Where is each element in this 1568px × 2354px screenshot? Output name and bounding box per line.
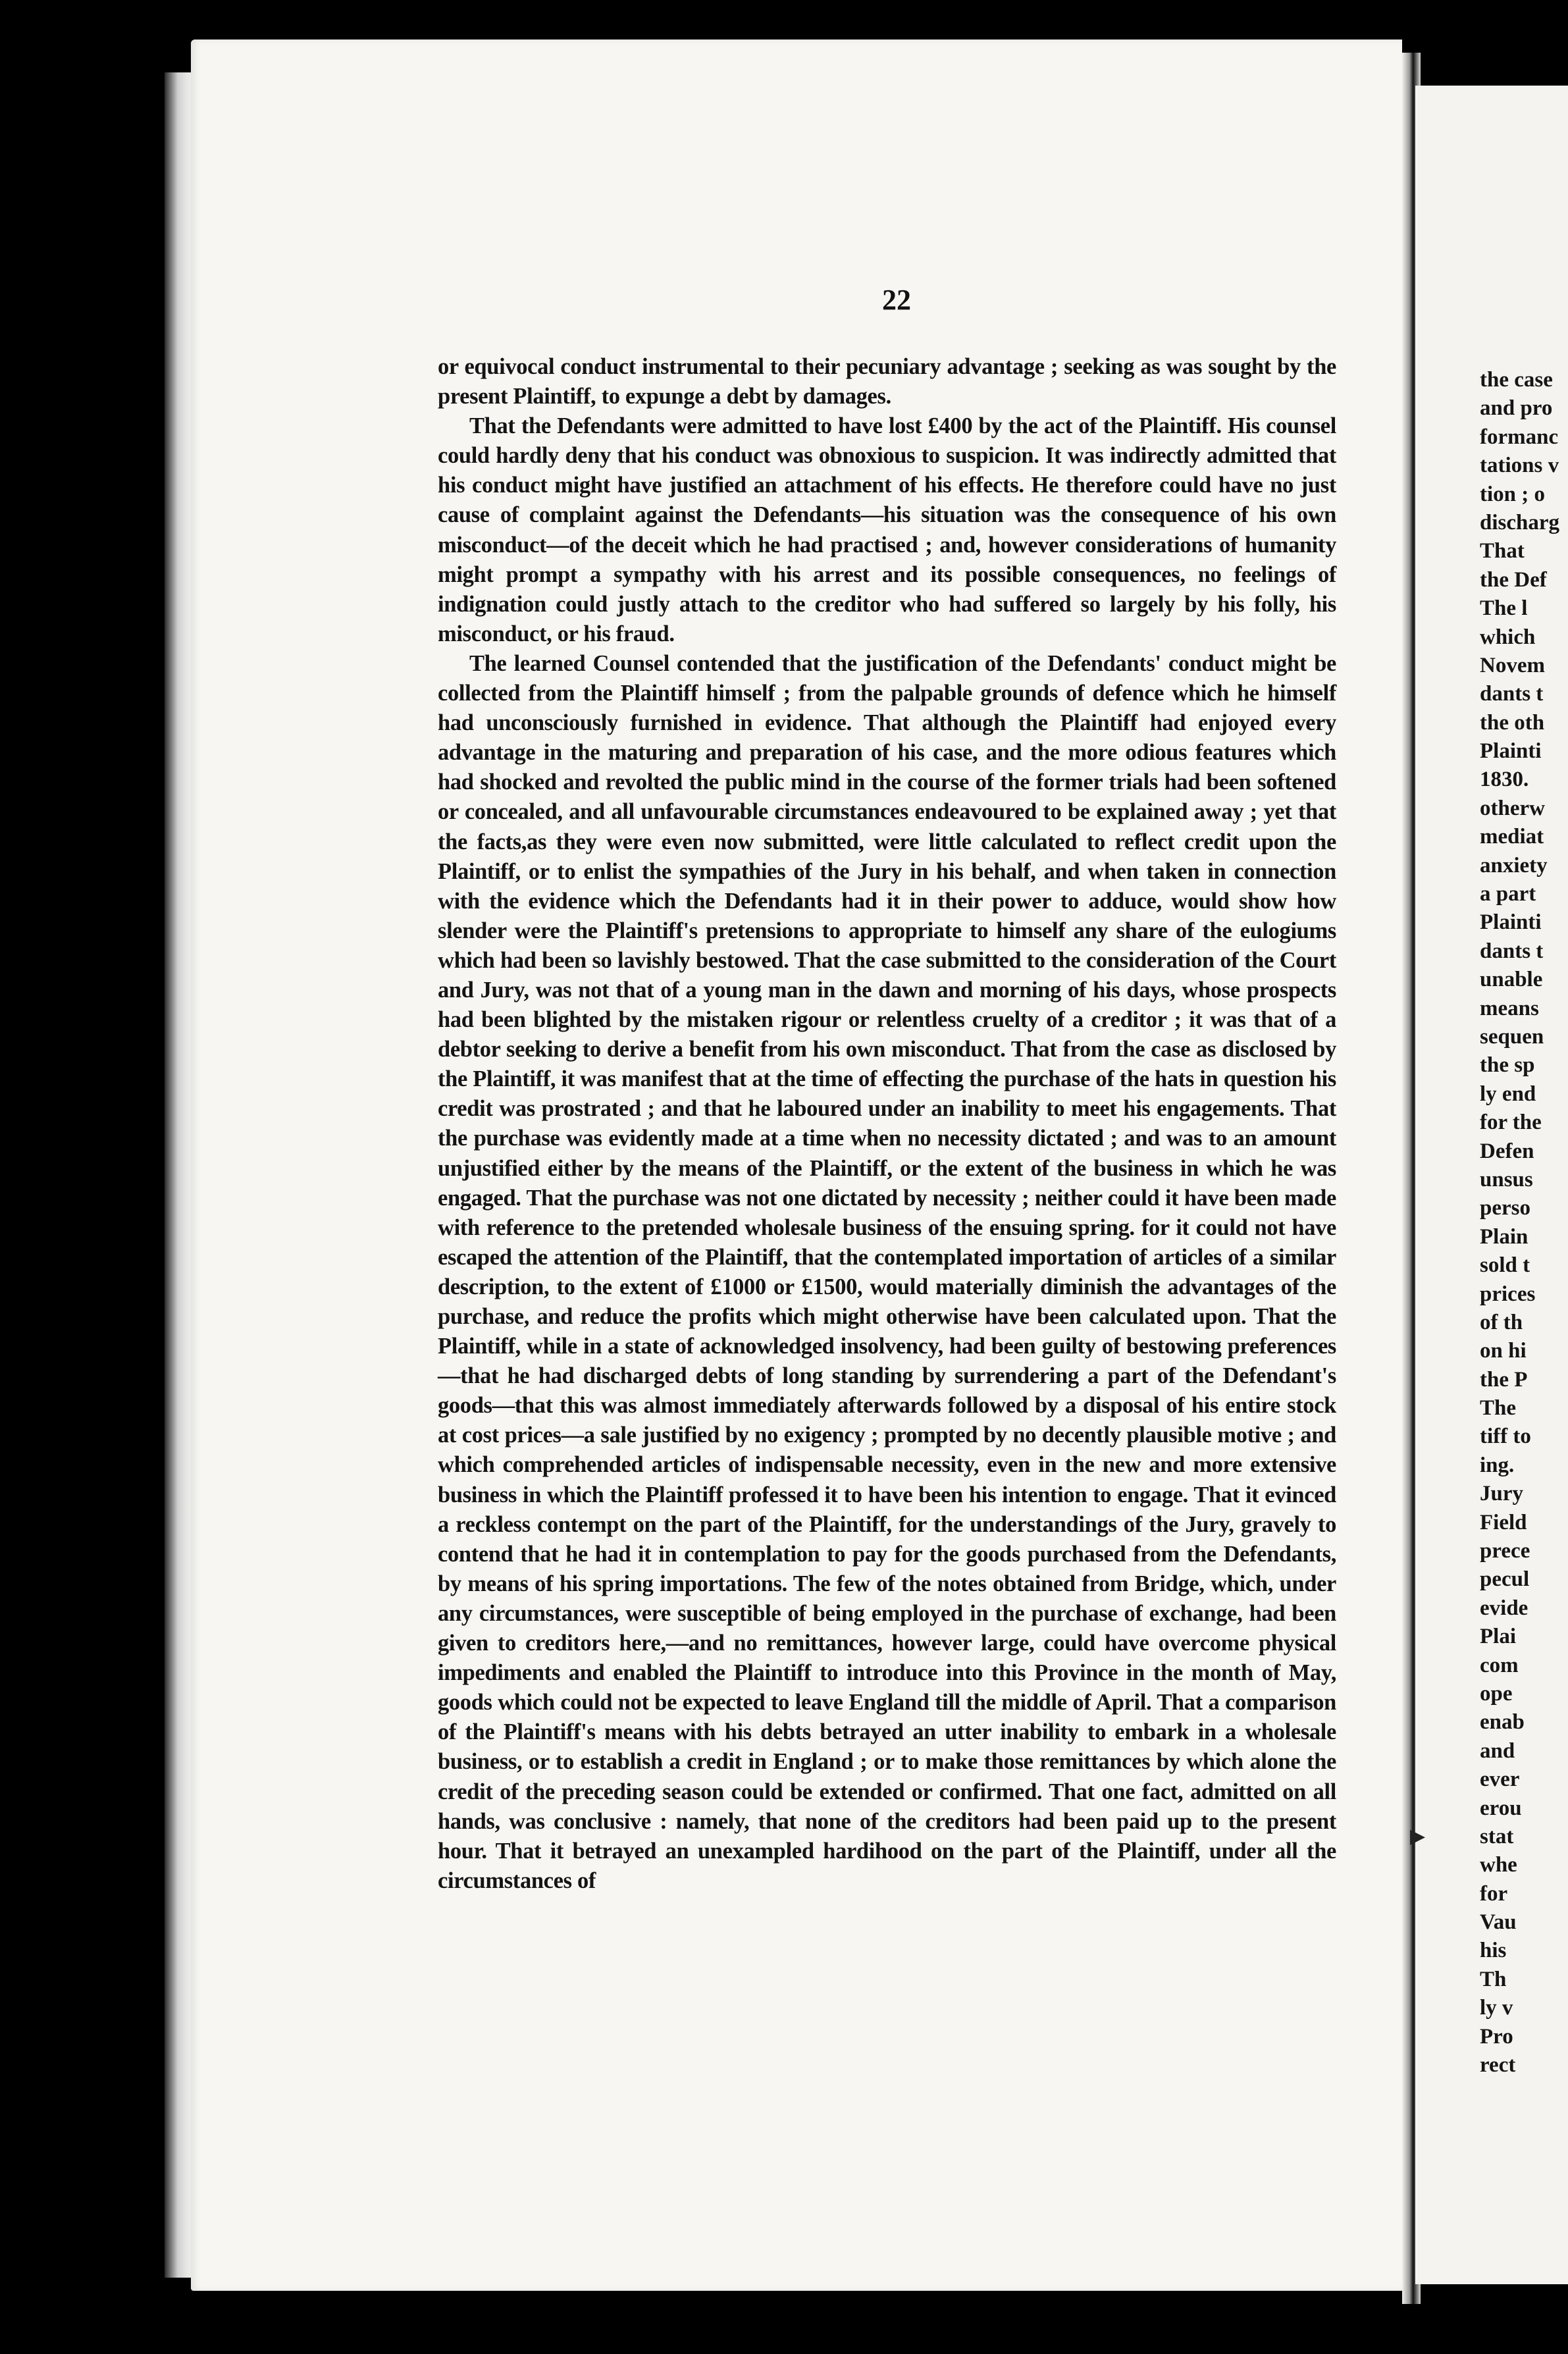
adjacent-page-line: the case xyxy=(1480,368,1553,392)
adjacent-page-line: the oth xyxy=(1480,710,1545,735)
adjacent-page-line: for the xyxy=(1480,1111,1542,1135)
adjacent-page-line: which xyxy=(1480,625,1536,649)
adjacent-page-line: unsus xyxy=(1480,1167,1533,1191)
adjacent-page-text xyxy=(1480,366,1559,2079)
adjacent-page-line: Plain xyxy=(1480,1224,1529,1249)
adjacent-page-line: dants t xyxy=(1480,939,1544,963)
page-number: 22 xyxy=(882,284,911,316)
adjacent-page-line: the P xyxy=(1480,1367,1528,1392)
adjacent-page-line: Plainti xyxy=(1480,910,1542,935)
adjacent-page-line: The xyxy=(1480,1396,1517,1421)
adjacent-page-line: the sp xyxy=(1480,1053,1535,1078)
adjacent-page-line: Vau xyxy=(1480,1910,1517,1935)
adjacent-page-line: Novem xyxy=(1480,653,1545,677)
adjacent-page-line: ly end xyxy=(1480,1082,1536,1106)
adjacent-page-line: 1830. xyxy=(1480,768,1529,792)
adjacent-page-line: com xyxy=(1480,1653,1519,1677)
adjacent-page-line: of th xyxy=(1480,1310,1523,1334)
adjacent-page-line: tations v xyxy=(1480,454,1559,478)
adjacent-page-line: the Def xyxy=(1480,567,1547,592)
adjacent-page-line: evide xyxy=(1480,1596,1529,1620)
adjacent-page-line: Th xyxy=(1480,1967,1507,1991)
adjacent-page-line: his xyxy=(1480,1939,1507,1963)
adjacent-page-line: dants t xyxy=(1480,682,1544,706)
adjacent-page-line: and pro xyxy=(1480,396,1553,421)
adjacent-page-line: The l xyxy=(1480,596,1528,621)
adjacent-page-line: sequen xyxy=(1480,1024,1544,1049)
paragraph-2: That the Defendants were admitted to have lost £400 by the act of the Plaintiff. His counsel could hardly deny that his conduct was obnoxious to suspicion. It was indirectly admitted that his conduct might have justified an attachment of his effects. He therefore could have no just cause of complaint against the Defendants—his situation was the consequence of his own misconduct—of the deceit which he had practised ; and, however considerations of humanity might prompt a sympathy with his arrest and its possible consequences, no feelings of indignation could justly attach to the creditor who had suffered so largely by his folly, his misconduct, or his fraud. xyxy=(438,413,1336,646)
adjacent-page-line: a part xyxy=(1480,882,1536,906)
adjacent-page-line: whe xyxy=(1480,1853,1517,1877)
adjacent-page-line: prices xyxy=(1480,1282,1536,1306)
adjacent-page-line: prece xyxy=(1480,1539,1530,1563)
adjacent-page-line: on hi xyxy=(1480,1339,1527,1363)
adjacent-page-line: pecul xyxy=(1480,1567,1530,1592)
adjacent-page-line: erou xyxy=(1480,1796,1522,1820)
adjacent-page-line: ly v xyxy=(1480,1996,1513,2020)
adjacent-page-line: means xyxy=(1480,996,1539,1020)
adjacent-page-line: Field xyxy=(1480,1510,1527,1534)
adjacent-page-line: That xyxy=(1480,539,1525,563)
paragraph-1: or equivocal conduct instrumental to their pecuniary advantage ; seeking as was sought by the present Plaintiff, to expunge a debt by damages. xyxy=(438,354,1336,409)
adjacent-page-line: ever xyxy=(1480,1767,1520,1792)
adjacent-page-line: Pro xyxy=(1480,2024,1513,2049)
page-body-text xyxy=(438,352,1336,1896)
adjacent-page-line: tiff to xyxy=(1480,1425,1531,1449)
adjacent-page-line: formanc xyxy=(1480,425,1559,449)
paragraph-3: The learned Counsel contended that the justification of the Defendants' conduct might be collected from the Plaintiff himself ; from the palpable grounds of defence which he himself had unconsciously furnished in evidence. That although the Plaintiff had enjoyed every advantage in the maturing and preparation of his case, and the more odious features which had shocked and revolted the public mind in the course of the former trials had been softened or concealed, and all unfavourable circumstances endeavoured to be explained away ; yet that the facts,as they were even now submitted, were little calculated to reflect credit upon the Plaintiff, or to enlist the sympathies of the Jury in his behalf, and when taken in connection with the evidence which the Defendants had it in their power to adduce, would show how slender were the Plaintiff's pretensions to appropriate to himself any share of the eulogiums which had been so lavishly bestowed. That the case submitted to the consideration of the Court and Jury, was not that of a young man in the dawn and morning of his days, whose prospects had been blighted by the mistaken rigour or relentless cruelty of a creditor ; it was that of a debtor seeking to derive a benefit from his own misconduct. That from the case as disclosed by the Plaintiff, it was manifest that at the time of effecting the purchase of the hats in question his credit was prostrated ; and that he laboured under an inability to meet his engagements. That the purchase was evidently made at a time when no necessity dictated ; and was to an amount unjustified either by the means of the Plaintiff, or the extent of the business in which he was engaged. That the purchase was not one dictated by necessity ; neither could it have been made with reference to the pretended wholesale business of the ensuing spring. for it could not have escaped the attention of the Plaintiff, that the contemplated importation of articles of a similar description, to the extent of £1000 or £1500, would materially diminish the advantages of the purchase, and reduce the profits which might otherwise have been calculated upon. That the Plaintiff, while in a state of acknowledged insolvency, had been guilty of bestowing preferences—that he had discharged debts of long standing by surrendering a part of the Defendant's goods—that this was almost immediately afterwards followed by a disposal of his entire stock at cost prices—a sale justified by no exigency ; prompted by no decently plausible motive ; and which comprehended articles of indispensable necessity, even in the new and more extensive business in which the Plaintiff professed it to have been his intention to engage. That it evinced a reckless contempt on the part of the Plaintiff, for the understandings of the Jury, gravely to contend that he had it in contemplation to pay for the goods purchased from the Defendants, by means of his spring importations. The few of the notes obtained from Bridge, which, under any circumstances, were susceptible of being employed in the purchase of exchange, had been given to creditors here,—and no remittances, however large, could have overcome physical impediments and enabled the Plaintiff to introduce into this Province in the month of May, goods which could not be expected to leave England till the middle of April. That a comparison of the Plaintiff's means with his debts betrayed an utter inability to embark in a wholesale business, or to establish a credit in England ; or to make those remittances by which alone the credit of the preceding season could be extended or confirmed. That one fact, admitted on all hands, was conclusive : namely, that none of the creditors had been paid up to the present hour. That it betrayed an unexampled hardihood on the part of the Plaintiff, under all the circumstances of xyxy=(438,650,1336,1893)
adjacent-page-line: Jury xyxy=(1480,1482,1523,1506)
adjacent-page-line: mediat xyxy=(1480,825,1544,849)
adjacent-page-line: sold t xyxy=(1480,1253,1530,1278)
adjacent-page-line: discharg xyxy=(1480,510,1560,535)
adjacent-page-line: Defen xyxy=(1480,1139,1534,1163)
adjacent-page-line: unable xyxy=(1480,968,1543,992)
adjacent-page-line: Plai xyxy=(1480,1625,1516,1649)
adjacent-page-line: Plainti xyxy=(1480,739,1542,764)
adjacent-page-line: stat xyxy=(1480,1824,1514,1848)
adjacent-page-line: rect xyxy=(1480,2053,1516,2078)
adjacent-page-line: and xyxy=(1480,1739,1515,1763)
adjacent-page-line: anxiety xyxy=(1480,853,1548,877)
adjacent-page-line: tion ; o xyxy=(1480,482,1545,506)
adjacent-page-line: ing. xyxy=(1480,1453,1515,1477)
adjacent-page-line: perso xyxy=(1480,1196,1530,1220)
adjacent-page-line: enab xyxy=(1480,1710,1525,1735)
adjacent-page-line: for xyxy=(1480,1881,1508,1906)
adjacent-page-line: otherw xyxy=(1480,796,1545,820)
page-edge-mark: ▶ xyxy=(1410,1825,1426,1847)
adjacent-page-line: ope xyxy=(1480,1681,1513,1706)
